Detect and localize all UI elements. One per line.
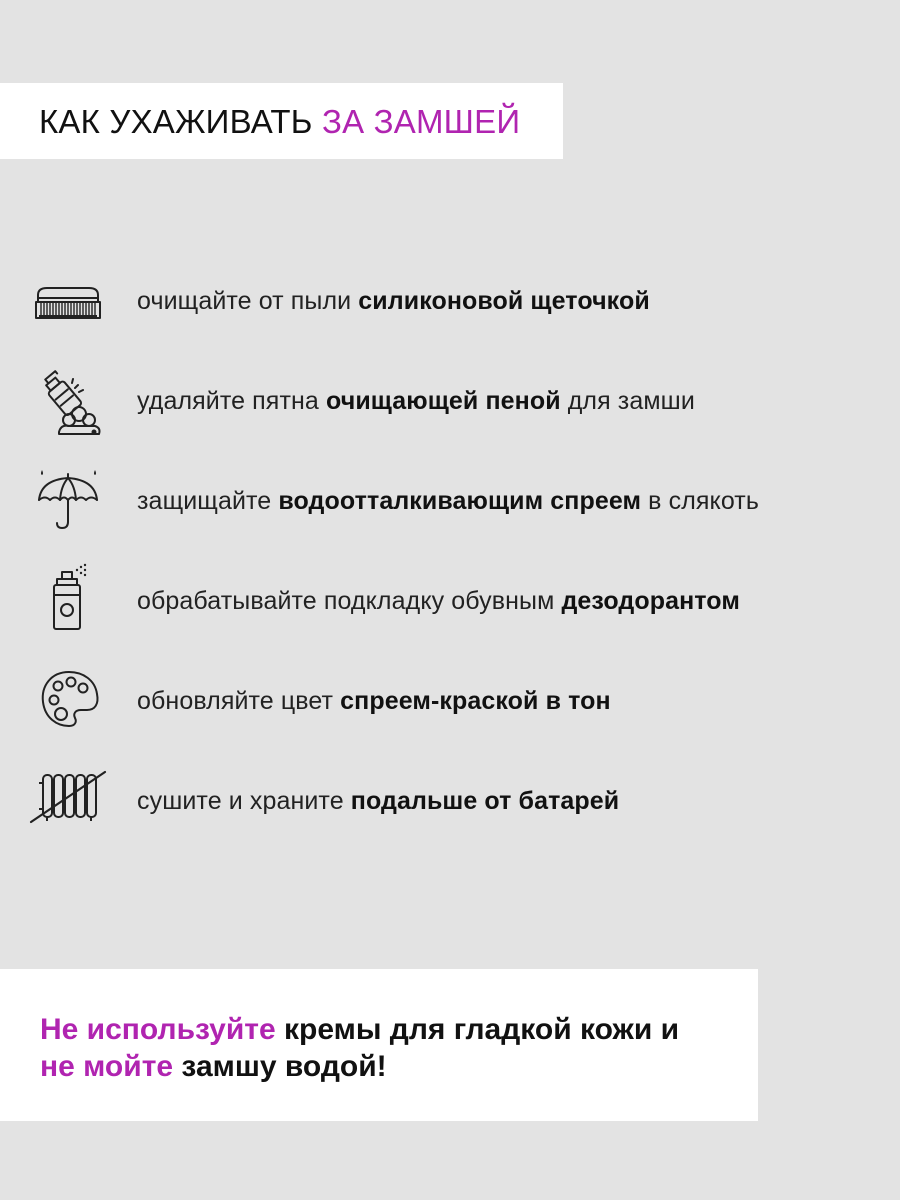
title-banner xyxy=(0,83,563,159)
warning-banner xyxy=(0,969,758,1121)
tip-item-umbrella xyxy=(0,450,900,550)
tip-item-palette xyxy=(0,650,900,750)
page-title xyxy=(39,104,520,140)
umbrella-icon xyxy=(25,450,109,550)
tip-text: сушите и храните подальше от батарей xyxy=(137,787,620,815)
tip-item-brush xyxy=(0,250,900,350)
spray-can-icon xyxy=(25,550,109,650)
tip-text: удаляйте пятна очищающей пеной для замши xyxy=(137,387,695,415)
foam-cleaner-icon xyxy=(25,350,109,450)
palette-icon xyxy=(25,650,109,750)
tip-item-foam xyxy=(0,350,900,450)
brush-icon xyxy=(25,250,109,350)
tip-text: защищайте водоотталкивающим спреем в слякоть xyxy=(137,487,759,515)
title-plain: КАК УХАЖИВАТЬ xyxy=(39,103,313,140)
tip-text: обрабатывайте подкладку обувным дезодорантом xyxy=(137,587,740,615)
tip-text: очищайте от пыли силиконовой щеточкой xyxy=(137,287,650,315)
warning-text: Не используйте кремы для гладкой кожи и не мойте замшу водой! xyxy=(40,1013,680,1083)
title-accent: ЗА ЗАМШЕЙ xyxy=(321,103,521,140)
tip-text: обновляйте цвет спреем-краской в тон xyxy=(137,687,611,715)
tip-item-radiator xyxy=(0,750,900,850)
tip-item-spray xyxy=(0,550,900,650)
no-radiator-icon xyxy=(25,750,109,850)
